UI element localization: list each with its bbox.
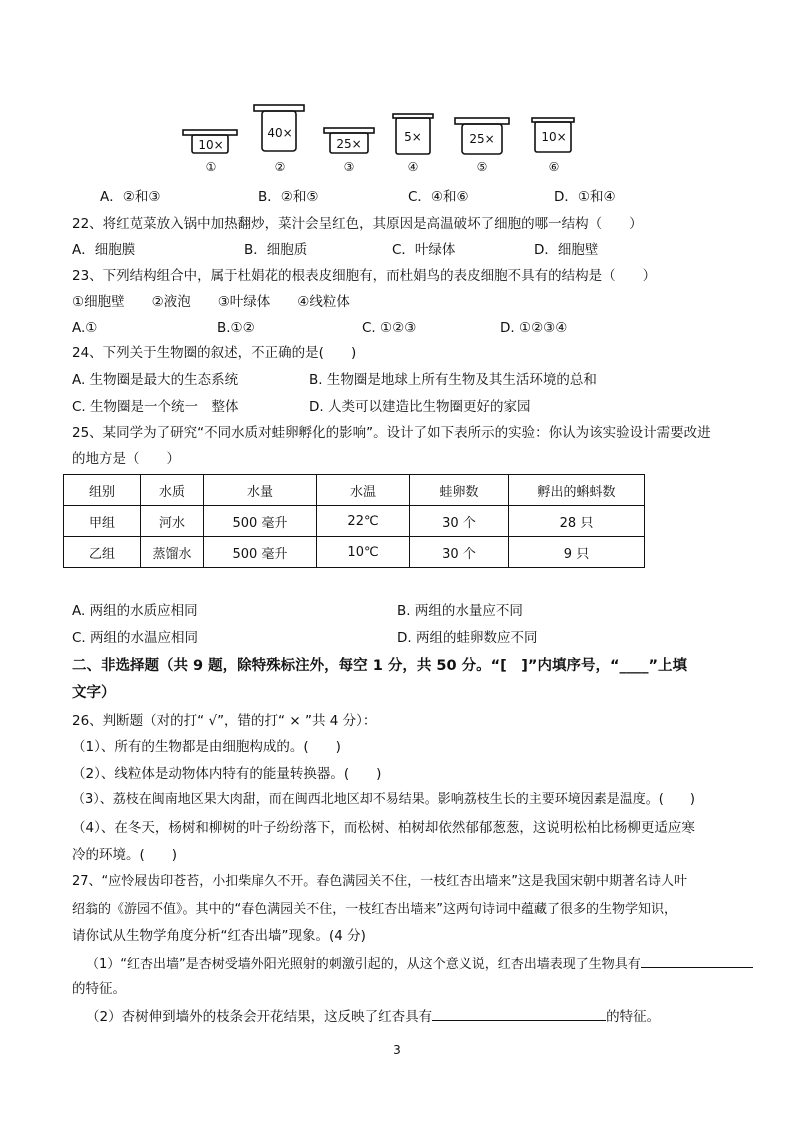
q25-option-b: B. 两组的水量应不同 — [397, 603, 523, 619]
q24-option-c: C. 生物圈是一个统一 整体 — [72, 399, 239, 415]
q27-part1 — [86, 953, 753, 975]
table-header-cell: 蛙卵数 — [410, 475, 509, 506]
q22-option-c: C．叶绿体 — [392, 242, 456, 258]
q26-item-2: （2）、线粒体是动物体内特有的能量转换器。( ) — [72, 766, 382, 782]
q24-stem: 24、下列关于生物圈的叙述，不正确的是( ) — [72, 345, 357, 361]
table-header-cell: 组别 — [64, 475, 141, 506]
table-header-row — [64, 475, 645, 506]
table-cell: 甲组 — [64, 506, 141, 537]
q26-item-1: （1）、所有的生物都是由细胞构成的。( ) — [72, 739, 341, 755]
q23-option-c: C. ①②③ — [362, 320, 417, 336]
table-cell: 蒸馏水 — [141, 537, 204, 568]
table-header-cell: 孵出的蝌蚪数 — [509, 475, 645, 506]
q22-option-a: A．细胞膜 — [72, 242, 136, 258]
q27-stem-line3: 请你试从生物学角度分析“红杏出墙”现象。(4 分) — [72, 928, 366, 944]
table-row — [64, 506, 645, 537]
lens-6-label: 10× — [541, 130, 567, 144]
section2-title-line2: 文字） — [72, 685, 116, 701]
lens-3-label: 25× — [336, 137, 362, 151]
lens-1-number: ① — [205, 160, 217, 174]
q21-option-a: A．②和③ — [100, 189, 161, 205]
lens-3-number: ③ — [343, 160, 355, 174]
q25-stem-line1: 25、某同学为了研究“不同水质对蛙卵孵化的影响”。设计了如下表所示的实验：你认为该实验设计需要改进 — [72, 425, 711, 441]
q23-items: ①细胞壁 ②液泡 ③叶绿体 ④线粒体 — [72, 294, 350, 310]
table-cell: 9 只 — [509, 537, 645, 568]
q27-stem-line1: 27、“应怜屐齿印苍苔，小扣柴扉久不开。春色满园关不住，一枝红杏出墙来”这是我国宋朝中期著名诗人叶 — [72, 874, 688, 889]
q22-option-b: B．细胞质 — [244, 242, 308, 258]
q22-option-d: D．细胞壁 — [534, 242, 599, 258]
table-header-cell: 水质 — [141, 475, 204, 506]
q25-option-c: C. 两组的水温应相同 — [72, 630, 199, 646]
table-cell: 乙组 — [64, 537, 141, 568]
q27-part1-text: （1）“红杏出墙”是杏树受墙外阳光照射的刺激引起的，从这个意义说，红杏出墙表现了生物具有 — [86, 957, 641, 972]
table-cell: 500 毫升 — [204, 506, 317, 537]
q27-part2-blank[interactable] — [432, 1006, 606, 1021]
q25-stem-line2: 的地方是（ ） — [72, 451, 180, 467]
lens-1-label: 10× — [198, 138, 224, 152]
q22-stem: 22、将红苋菜放入锅中加热翻炒，菜汁会呈红色，其原因是高温破坏了细胞的哪一结构（ ） — [72, 216, 643, 232]
table-cell: 河水 — [141, 506, 204, 537]
page-number: 3 — [393, 1043, 401, 1057]
q26-item-4-cont: 冷的环境。( ) — [72, 847, 178, 863]
q26-item-3: （3）、荔枝在闽南地区果大肉甜，而在闽西北地区却不易结果。影响荔枝生长的主要环境因素是温度。( ) — [72, 792, 695, 807]
q27-part2-text: （2）杏树伸到墙外的枝条会开花结果，这反映了红杏具有 — [86, 1009, 433, 1025]
table-header-cell: 水温 — [317, 475, 410, 506]
q27-part2 — [86, 1006, 660, 1027]
q21-option-c: C．④和⑥ — [408, 189, 469, 205]
q25-option-d: D. 两组的蛙卵数应不同 — [397, 630, 538, 646]
lens-4-number: ④ — [407, 160, 419, 174]
lens-5-label: 25× — [469, 132, 495, 146]
q25-option-a: A. 两组的水质应相同 — [72, 603, 198, 619]
table-cell: 22℃ — [317, 506, 410, 537]
lens-2-label: 40× — [267, 126, 293, 140]
q27-part1-end: 的特征。 — [72, 981, 126, 997]
lens-6-number: ⑥ — [548, 160, 560, 174]
lens-5-number: ⑤ — [476, 160, 488, 174]
q24-option-d: D. 人类可以建造比生物圈更好的家园 — [309, 399, 531, 415]
q24-option-a: A. 生物圈是最大的生态系统 — [72, 372, 239, 388]
q23-option-d: D. ①②③④ — [500, 320, 568, 336]
q24-option-b: B. 生物圈是地球上所有生物及其生活环境的总和 — [309, 372, 597, 388]
table-cell: 30 个 — [410, 506, 509, 537]
q27-part2-end: 的特征。 — [606, 1009, 661, 1025]
table-cell: 28 只 — [509, 506, 645, 537]
table-cell: 10℃ — [317, 537, 410, 568]
lens-2-number: ② — [274, 160, 286, 174]
q26-stem: 26、判断题（对的打“ √”，错的打“ × ”共 4 分）： — [72, 713, 377, 729]
table-cell: 30 个 — [410, 537, 509, 568]
experiment-table — [63, 474, 645, 568]
lens-4-label: 5× — [404, 130, 422, 144]
table-header-cell: 水量 — [204, 475, 317, 506]
q21-option-b: B．②和⑤ — [258, 189, 319, 205]
q21-option-d: D．①和④ — [554, 189, 616, 205]
q23-option-b: B.①② — [217, 320, 255, 336]
q27-stem-line2: 绍翁的《游园不值》。其中的“春色满园关不住，一枝红杏出墙来”这两句诗词中蕴藏了很多的生物学知识， — [72, 902, 677, 917]
q23-stem: 23、下列结构组合中，属于杜娟花的根表皮细胞有，而杜娟鸟的表皮细胞不具有的结构是（ ） — [72, 268, 657, 284]
q23-option-a: A.① — [72, 320, 98, 336]
q26-item-4: （4）、在冬天，杨树和柳树的叶子纷纷落下，而松树、柏树却依然郁郁葱葱，这说明松柏比杨柳更适应寒 — [72, 820, 695, 836]
section2-title-line1: 二、非选择题（共 9 题，除特殊标注外，每空 1 分，共 50 分。“[ ]”内填序号，“____”上填 — [72, 658, 688, 674]
table-cell: 500 毫升 — [204, 537, 317, 568]
table-row — [64, 537, 645, 568]
q27-part1-blank[interactable] — [641, 953, 753, 968]
